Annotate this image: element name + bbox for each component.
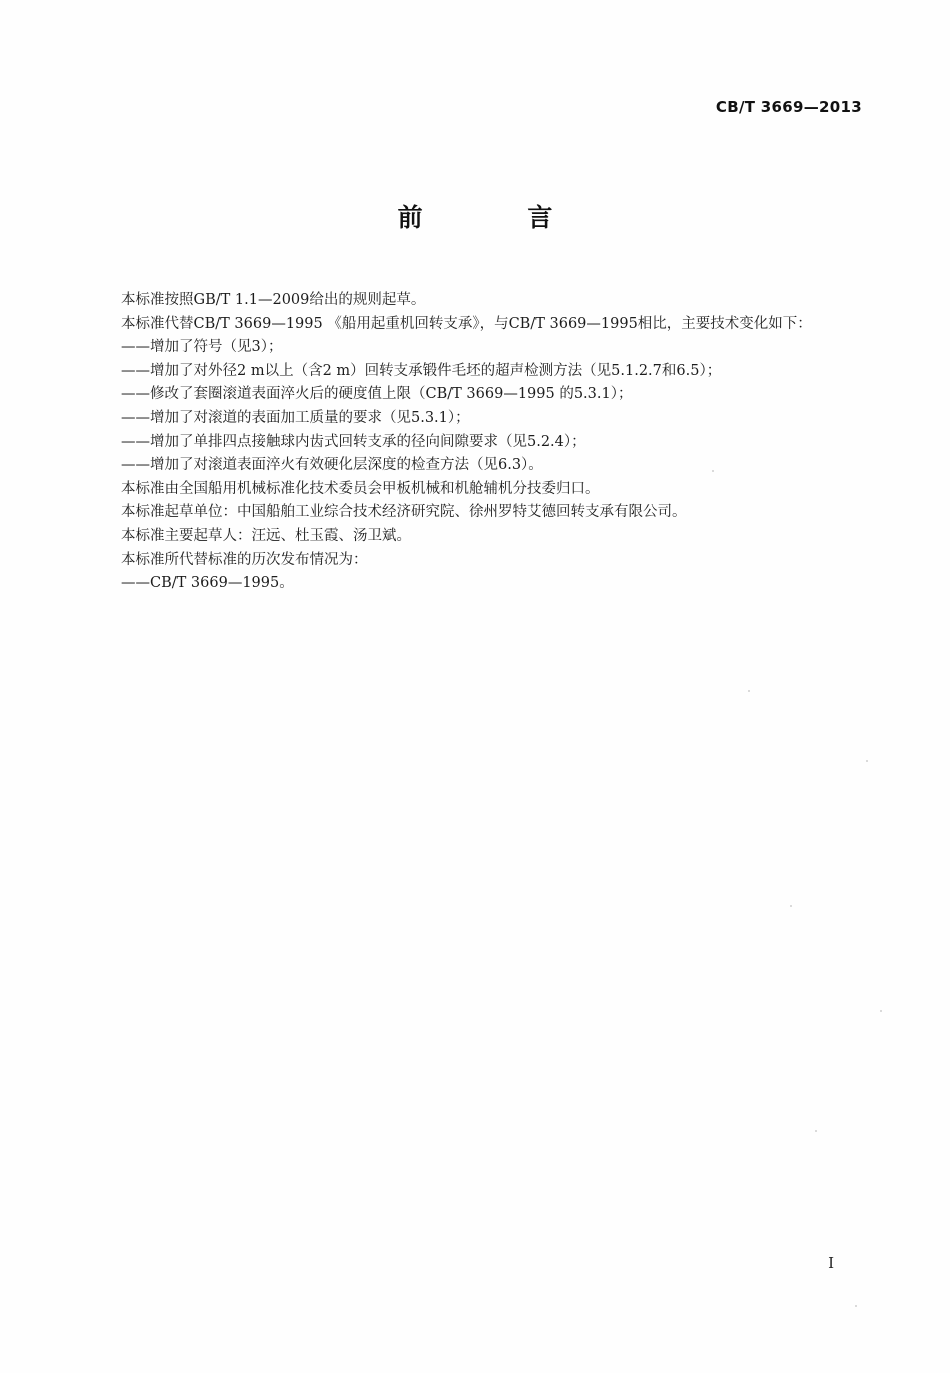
change-item-surface-quality: ——增加了对滚道的表面加工质量的要求（见5.3.1）； bbox=[121, 409, 470, 426]
scan-speckle bbox=[712, 470, 714, 472]
scan-speckle bbox=[748, 690, 750, 692]
paragraph-replaces-standard: 本标准代替CB/T 3669—1995 《船用起重机回转支承》，与CB/T 3669—1995相比，主要技术变化如下： bbox=[121, 315, 812, 332]
scan-speckle bbox=[790, 905, 792, 907]
foreword-body bbox=[92, 289, 862, 596]
change-item-symbols: ——增加了符号（见3）； bbox=[121, 339, 283, 356]
page-title: 前 言 bbox=[397, 203, 601, 232]
change-item-hardened-layer: ——增加了对滚道表面淬火有效硬化层深度的检查方法（见6.3）。 bbox=[121, 457, 543, 474]
paragraph-drafters: 本标准主要起草人：汪远、杜玉霞、汤卫斌。 bbox=[121, 527, 411, 544]
scan-speckle bbox=[815, 1130, 817, 1132]
standard-code: CB/T 3669—2013 bbox=[715, 98, 862, 116]
scan-speckle bbox=[880, 1010, 882, 1012]
scan-speckle bbox=[855, 1305, 857, 1307]
paragraph-history-intro: 本标准所代替标准的历次发布情况为： bbox=[121, 551, 368, 568]
change-item-hardness-limit: ——修改了套圈滚道表面淬火后的硬度值上限（CB/T 3669—1995 的5.3.1）； bbox=[121, 386, 633, 403]
scan-speckle bbox=[866, 760, 868, 762]
paragraph-drafting-rules: 本标准按照GB/T 1.1—2009给出的规则起草。 bbox=[121, 292, 426, 308]
paragraph-committee: 本标准由全国船用机械标准化技术委员会甲板机械和机舱辅机分技委归口。 bbox=[121, 480, 600, 497]
history-item: ——CB/T 3669—1995。 bbox=[121, 575, 294, 592]
change-item-radial-clearance: ——增加了单排四点接触球内齿式回转支承的径向间隙要求（见5.2.4）； bbox=[121, 433, 586, 450]
paragraph-drafting-units: 本标准起草单位：中国船舶工业综合技术经济研究院、徐州罗特艾德回转支承有限公司。 bbox=[121, 504, 687, 521]
page-number: I bbox=[828, 1254, 834, 1272]
change-item-ultrasonic-testing: ——增加了对外径2 m以上（含2 m）回转支承锻件毛坯的超声检测方法（见5.1.2.7和6.5）； bbox=[121, 362, 722, 379]
